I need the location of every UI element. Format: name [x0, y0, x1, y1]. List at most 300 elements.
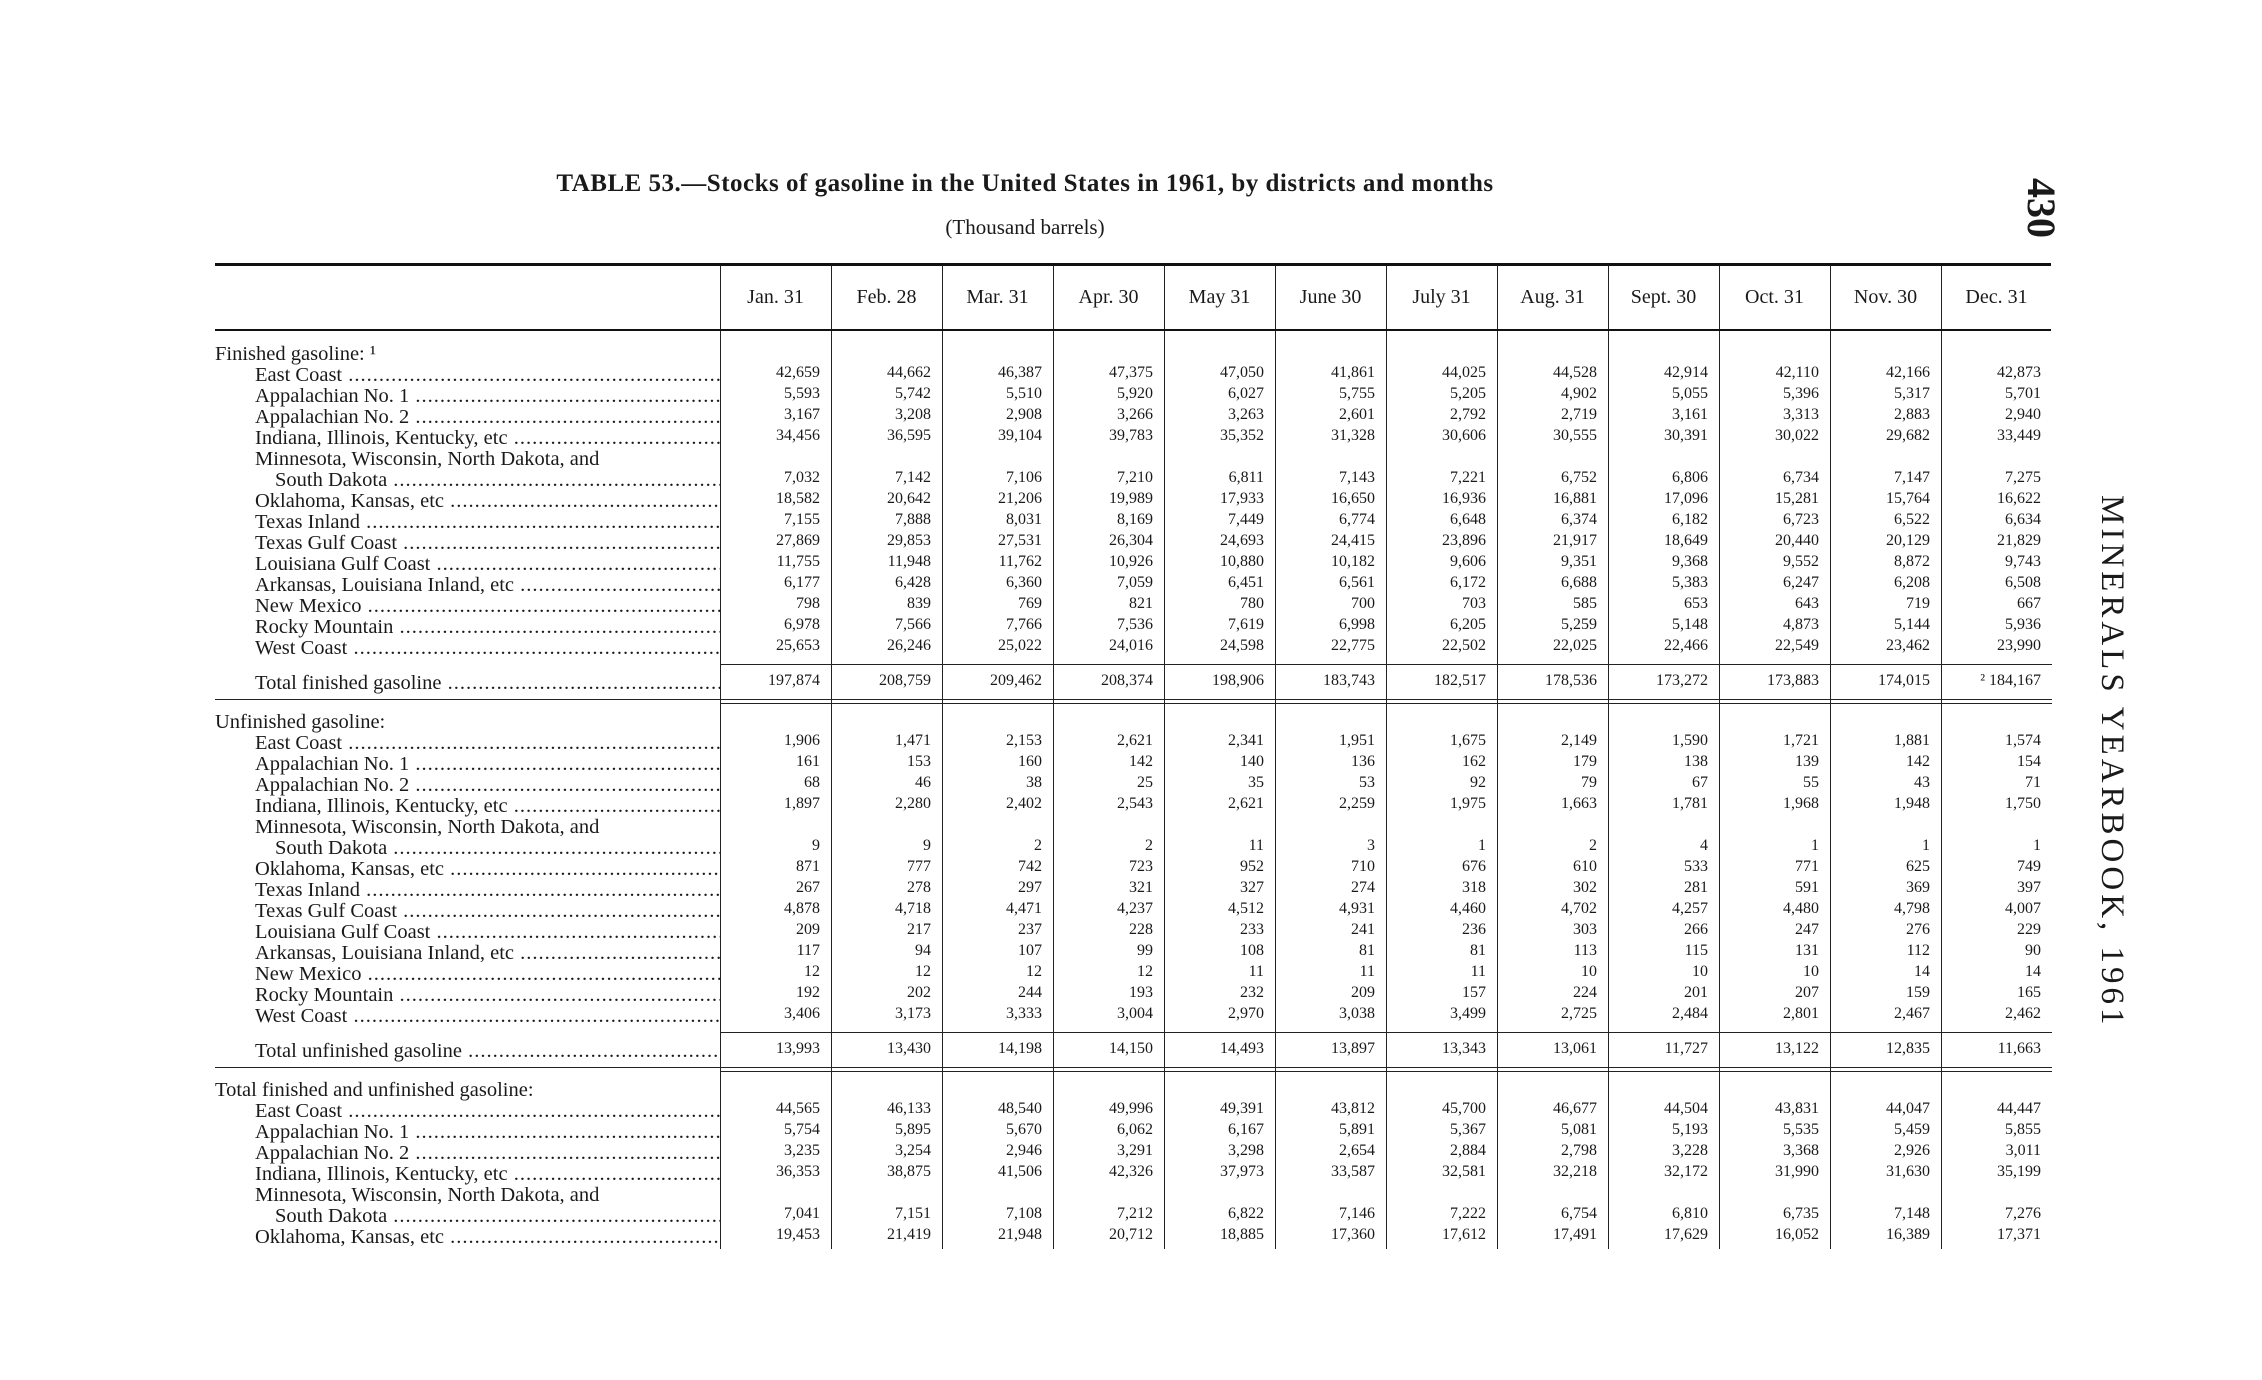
table-cell: 7,212 — [1117, 1205, 1153, 1222]
table-cell: 1,951 — [1339, 732, 1375, 749]
table-cell: 2,601 — [1339, 406, 1375, 423]
table-cell: 2 — [1589, 837, 1597, 854]
table-cell: 247 — [1795, 921, 1819, 938]
table-cell: 7,142 — [895, 469, 931, 486]
table-cell: 3,291 — [1117, 1142, 1153, 1159]
table-cell: 17,096 — [1664, 490, 1708, 507]
table-cell: 32,172 — [1664, 1163, 1708, 1180]
table-cell: 44,047 — [1886, 1100, 1930, 1117]
table-cell: 26,246 — [887, 637, 931, 654]
table-cell: 2,908 — [1006, 406, 1042, 423]
table-cell: 23,896 — [1442, 532, 1486, 549]
row-label: Appalachian No. 2 ..... — [255, 406, 720, 428]
table-cell: 533 — [1684, 858, 1708, 875]
table-cell: 2 — [1145, 837, 1153, 854]
table-cell: 17,629 — [1664, 1226, 1708, 1243]
table-cell: 39,783 — [1109, 427, 1153, 444]
table-cell: 165 — [2017, 984, 2041, 1001]
table-cell: 3,254 — [895, 1142, 931, 1159]
table-cell: 5,920 — [1117, 385, 1153, 402]
table-cell: 4,878 — [784, 900, 820, 917]
table-cell: 6,735 — [1783, 1205, 1819, 1222]
table-cell: 42,326 — [1109, 1163, 1153, 1180]
table-cell: 643 — [1795, 595, 1819, 612]
table-cell: 236 — [1462, 921, 1486, 938]
table-cell: 700 — [1351, 595, 1375, 612]
table-cell: 777 — [907, 858, 931, 875]
table-cell: 20,712 — [1109, 1226, 1153, 1243]
table-cell: 6,451 — [1228, 574, 1264, 591]
table-cell: 193 — [1129, 984, 1153, 1001]
table-cell: 2,259 — [1339, 795, 1375, 812]
table-cell: 3,011 — [2005, 1142, 2041, 1159]
row-label: Minnesota, Wisconsin, North Dakota, and — [255, 816, 600, 838]
table-cell: 6,247 — [1783, 574, 1819, 591]
table-cell: 139 — [1795, 753, 1819, 770]
table-cell: 1,968 — [1783, 795, 1819, 812]
table-cell: 10,926 — [1109, 553, 1153, 570]
row-label: Appalachian No. 2 ..... — [255, 774, 720, 796]
table-cell: 8,031 — [1006, 511, 1042, 528]
table-cell: 278 — [907, 879, 931, 896]
table-cell: 209,462 — [990, 672, 1042, 689]
table-cell: 266 — [1684, 921, 1708, 938]
table-cell: 2,402 — [1006, 795, 1042, 812]
table-cell: 154 — [2017, 753, 2041, 770]
table-cell: 11 — [1248, 837, 1264, 854]
column-separator — [1497, 331, 1498, 1249]
table-cell: 25,022 — [998, 637, 1042, 654]
table-cell: 2,801 — [1783, 1005, 1819, 1022]
table-cell: 2,654 — [1339, 1142, 1375, 1159]
table-cell: 9,368 — [1672, 553, 1708, 570]
table-cell: 5,895 — [895, 1121, 931, 1138]
section-heading-label: Finished gasoline: ¹ — [215, 343, 377, 365]
table-cell: 769 — [1018, 595, 1042, 612]
table-cell: 723 — [1129, 858, 1153, 875]
table-cell: 44,025 — [1442, 364, 1486, 381]
table-cell: 22,549 — [1775, 637, 1819, 654]
row-label: South Dakota ..... — [275, 837, 720, 859]
table-cell: 397 — [2017, 879, 2041, 896]
table-cell: 24,016 — [1109, 637, 1153, 654]
table-cell: 14,150 — [1109, 1040, 1153, 1057]
table-cell: 4,702 — [1561, 900, 1597, 917]
table-cell: 6,027 — [1228, 385, 1264, 402]
column-separator — [1719, 331, 1720, 1249]
table-cell: 7,155 — [784, 511, 820, 528]
row-label: Texas Inland ..... — [255, 511, 720, 533]
table-cell: 5,535 — [1783, 1121, 1819, 1138]
table-cell: 4,873 — [1783, 616, 1819, 633]
table-cell: 7,449 — [1228, 511, 1264, 528]
table-cell: 5,459 — [1894, 1121, 1930, 1138]
table-cell: 241 — [1351, 921, 1375, 938]
table-cell: 2,883 — [1894, 406, 1930, 423]
table-cell: 653 — [1684, 595, 1708, 612]
table-cell: 33,587 — [1331, 1163, 1375, 1180]
table-cell: 2,946 — [1006, 1142, 1042, 1159]
table-cell: 107 — [1018, 942, 1042, 959]
table-cell: 183,743 — [1323, 672, 1375, 689]
table-cell: 43 — [1914, 774, 1930, 791]
table-cell: 11 — [1248, 963, 1264, 980]
table-cell: 9 — [923, 837, 931, 854]
column-separator — [1941, 266, 1942, 329]
table-cell: 9,552 — [1783, 553, 1819, 570]
table-cell: 244 — [1018, 984, 1042, 1001]
table-header — [215, 263, 2051, 331]
table-cell: 10,182 — [1331, 553, 1375, 570]
column-separator — [1164, 266, 1165, 329]
table-cell: 7,146 — [1339, 1205, 1375, 1222]
column-header: Oct. 31 — [1745, 286, 1804, 308]
table-cell: 11 — [1359, 963, 1375, 980]
table-cell: 18,582 — [776, 490, 820, 507]
row-label: Arkansas, Louisiana Inland, etc ..... — [255, 942, 720, 964]
table-cell: 13,343 — [1442, 1040, 1486, 1057]
table-cell: 161 — [796, 753, 820, 770]
table-cell: 31,328 — [1331, 427, 1375, 444]
table-cell: 36,595 — [887, 427, 931, 444]
table-cell: 136 — [1351, 753, 1375, 770]
row-label: South Dakota ..... — [275, 469, 720, 491]
section-heading — [215, 711, 2051, 733]
section-heading-label: Total finished and unfinished gasoline: — [215, 1079, 534, 1101]
table-cell: 5,855 — [2005, 1121, 2041, 1138]
table-cell: 21,829 — [1997, 532, 2041, 549]
table-cell: 17,371 — [1997, 1226, 2041, 1243]
table-cell: 2,543 — [1117, 795, 1153, 812]
table-cell: 2,926 — [1894, 1142, 1930, 1159]
row-label: Appalachian No. 1 ..... — [255, 1121, 720, 1143]
table-cell: 821 — [1129, 595, 1153, 612]
table-cell: 209 — [1351, 984, 1375, 1001]
table-cell: 4,460 — [1450, 900, 1486, 917]
table-cell: 5,081 — [1561, 1121, 1597, 1138]
table-cell: 5,193 — [1672, 1121, 1708, 1138]
table-cell: 6,634 — [2005, 511, 2041, 528]
table-cell: 297 — [1018, 879, 1042, 896]
table-cell: 140 — [1240, 753, 1264, 770]
table-cell: 3,173 — [895, 1005, 931, 1022]
table-cell: 13,061 — [1553, 1040, 1597, 1057]
row-label: Minnesota, Wisconsin, North Dakota, and — [255, 1184, 600, 1206]
table-cell: 26,304 — [1109, 532, 1153, 549]
table-cell: 153 — [907, 753, 931, 770]
table-cell: 3,298 — [1228, 1142, 1264, 1159]
table-cell: 35,352 — [1220, 427, 1264, 444]
table-cell: 9,351 — [1561, 553, 1597, 570]
table-cell: 5,144 — [1894, 616, 1930, 633]
table-cell: 208,759 — [879, 672, 931, 689]
table-cell: 13,122 — [1775, 1040, 1819, 1057]
table-cell: 591 — [1795, 879, 1819, 896]
table-cell: 321 — [1129, 879, 1153, 896]
row-label: Indiana, Illinois, Kentucky, etc ..... — [255, 427, 720, 449]
column-separator — [1053, 266, 1054, 329]
table-cell: 5,383 — [1672, 574, 1708, 591]
table-cell: 5,055 — [1672, 385, 1708, 402]
table-cell: 6,208 — [1894, 574, 1930, 591]
table-cell: 229 — [2017, 921, 2041, 938]
table-cell: 12 — [1026, 963, 1042, 980]
table-cell: 207 — [1795, 984, 1819, 1001]
table-cell: 6,360 — [1006, 574, 1042, 591]
table-cell: 35,199 — [1997, 1163, 2041, 1180]
table-cell: 8,872 — [1894, 553, 1930, 570]
table-cell: 24,693 — [1220, 532, 1264, 549]
table-cell: 35 — [1248, 774, 1264, 791]
table-cell: 21,917 — [1553, 532, 1597, 549]
table-cell: 780 — [1240, 595, 1264, 612]
table-cell: 4,007 — [2005, 900, 2041, 917]
table-cell: 18,649 — [1664, 532, 1708, 549]
table-cell: 217 — [907, 921, 931, 938]
table-cell: 115 — [1684, 942, 1708, 959]
table-cell: 138 — [1684, 753, 1708, 770]
table-cell: 17,360 — [1331, 1226, 1375, 1243]
table-cell: 37,973 — [1220, 1163, 1264, 1180]
table-cell: 12 — [1137, 963, 1153, 980]
table-cell: 7,147 — [1894, 469, 1930, 486]
row-label: West Coast ..... — [255, 637, 720, 659]
table-cell: 224 — [1573, 984, 1597, 1001]
column-separator — [1941, 331, 1942, 1249]
table-cell: 6,508 — [2005, 574, 2041, 591]
table-cell: 47,050 — [1220, 364, 1264, 381]
column-separator — [1275, 266, 1276, 329]
table-cell: 3,263 — [1228, 406, 1264, 423]
table-cell: 7,221 — [1450, 469, 1486, 486]
row-label: Appalachian No. 2 ..... — [255, 1142, 720, 1164]
table-cell: 5,317 — [1894, 385, 1930, 402]
table-cell: 20,440 — [1775, 532, 1819, 549]
table-cell: 27,531 — [998, 532, 1042, 549]
table-cell: 16,650 — [1331, 490, 1375, 507]
table-cell: 6,374 — [1561, 511, 1597, 528]
table-cell: 182,517 — [1434, 672, 1486, 689]
table-cell: 2,153 — [1006, 732, 1042, 749]
table-cell: 41,506 — [998, 1163, 1042, 1180]
table-cell: 7,108 — [1006, 1205, 1042, 1222]
column-header: June 30 — [1299, 286, 1362, 308]
table-cell: 6,428 — [895, 574, 931, 591]
table-cell: 42,914 — [1664, 364, 1708, 381]
table-cell: 2,149 — [1561, 732, 1597, 749]
table-cell: 2,280 — [895, 795, 931, 812]
column-header: Mar. 31 — [966, 286, 1029, 308]
table-cell: 719 — [1906, 595, 1930, 612]
table-cell: 192 — [796, 984, 820, 1001]
table-cell: 42,659 — [776, 364, 820, 381]
table-cell: 5,936 — [2005, 616, 2041, 633]
table-cell: 1 — [1811, 837, 1819, 854]
table-cell: 33,449 — [1997, 427, 2041, 444]
table-cell: 1,574 — [2005, 732, 2041, 749]
table-cell: 157 — [1462, 984, 1486, 1001]
table-cell: 871 — [796, 858, 820, 875]
column-separator — [720, 331, 721, 1249]
table-cell: 42,166 — [1886, 364, 1930, 381]
table-cell: 44,528 — [1553, 364, 1597, 381]
row-label: Arkansas, Louisiana Inland, etc ..... — [255, 574, 720, 596]
table-cell: 49,391 — [1220, 1100, 1264, 1117]
table-cell: 12 — [915, 963, 931, 980]
table-cell: 79 — [1581, 774, 1597, 791]
column-separator — [1608, 331, 1609, 1249]
table-cell: 2,725 — [1561, 1005, 1597, 1022]
table-row — [215, 448, 2051, 470]
table-cell: 610 — [1573, 858, 1597, 875]
table-title: TABLE 53.—Stocks of gasoline in the United States in 1961, by districts and months — [556, 170, 1494, 197]
table-cell: 4,931 — [1339, 900, 1375, 917]
table-cell: 19,453 — [776, 1226, 820, 1243]
table-cell: 174,015 — [1878, 672, 1930, 689]
table-cell: 1,663 — [1561, 795, 1597, 812]
column-header: Apr. 30 — [1078, 286, 1139, 308]
table-cell: 142 — [1129, 753, 1153, 770]
table-cell: 1 — [2033, 837, 2041, 854]
table-cell: 710 — [1351, 858, 1375, 875]
table-cell: 12,835 — [1886, 1040, 1930, 1057]
column-separator — [831, 266, 832, 329]
table-cell: 274 — [1351, 879, 1375, 896]
table-cell: 6,561 — [1339, 574, 1375, 591]
table-cell: 3,313 — [1783, 406, 1819, 423]
table-cell: 30,606 — [1442, 427, 1486, 444]
table-cell: 12 — [804, 963, 820, 980]
column-separator — [1386, 266, 1387, 329]
table-cell: 67 — [1692, 774, 1708, 791]
table-cell: 233 — [1240, 921, 1264, 938]
table-cell: 6,806 — [1672, 469, 1708, 486]
table-cell: 5,701 — [2005, 385, 2041, 402]
table-cell: 162 — [1462, 753, 1486, 770]
table-cell: 6,774 — [1339, 511, 1375, 528]
table-cell: 55 — [1803, 774, 1819, 791]
table-cell: 2,621 — [1117, 732, 1153, 749]
table-cell: 5,367 — [1450, 1121, 1486, 1138]
table-cell: 2,940 — [2005, 406, 2041, 423]
total-rule — [215, 699, 2052, 700]
table-cell: 9 — [812, 837, 820, 854]
table-cell: 318 — [1462, 879, 1486, 896]
table-row — [215, 816, 2051, 838]
table-cell: 20,642 — [887, 490, 931, 507]
table-cell: 17,491 — [1553, 1226, 1597, 1243]
table-cell: 31,630 — [1886, 1163, 1930, 1180]
table-cell: 38,875 — [887, 1163, 931, 1180]
table-cell: 5,742 — [895, 385, 931, 402]
table-cell: 3,038 — [1339, 1005, 1375, 1022]
table-cell: 14,198 — [998, 1040, 1042, 1057]
table-cell: 267 — [796, 879, 820, 896]
table-cell: 29,853 — [887, 532, 931, 549]
column-separator — [1275, 331, 1276, 1249]
row-label: Appalachian No. 1 ..... — [255, 385, 720, 407]
table-cell: 38 — [1026, 774, 1042, 791]
table-cell: 1,781 — [1672, 795, 1708, 812]
table-cell: 131 — [1795, 942, 1819, 959]
table-cell: 5,205 — [1450, 385, 1486, 402]
table-cell: 3,333 — [1006, 1005, 1042, 1022]
table-cell: 21,206 — [998, 490, 1042, 507]
table-cell: 7,766 — [1006, 616, 1042, 633]
table-cell: 9,743 — [2005, 553, 2041, 570]
table-cell: 4,480 — [1783, 900, 1819, 917]
table-cell: 11,727 — [1664, 1040, 1708, 1057]
table-cell: 173,883 — [1767, 672, 1819, 689]
table-cell: 7,151 — [895, 1205, 931, 1222]
total-label: Total finished gasoline ..... — [255, 672, 720, 694]
column-separator — [1830, 266, 1831, 329]
table-cell: 11 — [1470, 963, 1486, 980]
page-number: 430 — [2019, 178, 2064, 238]
table-cell: 7,106 — [1006, 469, 1042, 486]
table-cell: 24,598 — [1220, 637, 1264, 654]
table-cell: 48,540 — [998, 1100, 1042, 1117]
column-header: Sept. 30 — [1630, 286, 1697, 308]
table-cell: 4,257 — [1672, 900, 1708, 917]
table-cell: 2,484 — [1672, 1005, 1708, 1022]
table-cell: 625 — [1906, 858, 1930, 875]
table-cell: 159 — [1906, 984, 1930, 1001]
table-cell: 798 — [796, 595, 820, 612]
table-cell: 3,266 — [1117, 406, 1153, 423]
column-separator — [1386, 331, 1387, 1249]
column-separator — [1497, 266, 1498, 329]
column-separator — [1608, 266, 1609, 329]
table-cell: 6,822 — [1228, 1205, 1264, 1222]
table-cell: 201 — [1684, 984, 1708, 1001]
row-label: Louisiana Gulf Coast ..... — [255, 553, 720, 575]
table-cell: 6,182 — [1672, 511, 1708, 528]
table-cell: 6,522 — [1894, 511, 1930, 528]
row-label: Texas Inland ..... — [255, 879, 720, 901]
table-cell: 4,902 — [1561, 385, 1597, 402]
table-cell: ² 184,167 — [1980, 672, 2041, 689]
table-cell: 198,906 — [1212, 672, 1264, 689]
table-cell: 6,998 — [1339, 616, 1375, 633]
table-cell: 173,272 — [1656, 672, 1708, 689]
table-cell: 30,391 — [1664, 427, 1708, 444]
column-separator — [1719, 266, 1720, 329]
table-cell: 3,208 — [895, 406, 931, 423]
table-cell: 17,933 — [1220, 490, 1264, 507]
column-header: July 31 — [1412, 286, 1471, 308]
table-cell: 34,456 — [776, 427, 820, 444]
row-label: East Coast ..... — [255, 732, 720, 754]
table-cell: 92 — [1470, 774, 1486, 791]
table-cell: 41,861 — [1331, 364, 1375, 381]
column-separator — [720, 266, 721, 329]
table-cell: 10,880 — [1220, 553, 1264, 570]
table-cell: 6,734 — [1783, 469, 1819, 486]
table-cell: 4,471 — [1006, 900, 1042, 917]
table-cell: 3,161 — [1672, 406, 1708, 423]
table-cell: 6,811 — [1228, 469, 1264, 486]
table-cell: 11,663 — [1997, 1040, 2041, 1057]
table-cell: 237 — [1018, 921, 1042, 938]
row-label: Oklahoma, Kansas, etc ..... — [255, 858, 720, 880]
table-cell: 6,688 — [1561, 574, 1597, 591]
table-cell: 99 — [1137, 942, 1153, 959]
table-cell: 327 — [1240, 879, 1264, 896]
column-separator — [942, 331, 943, 1249]
table-cell: 22,025 — [1553, 637, 1597, 654]
table-cell: 42,873 — [1997, 364, 2041, 381]
